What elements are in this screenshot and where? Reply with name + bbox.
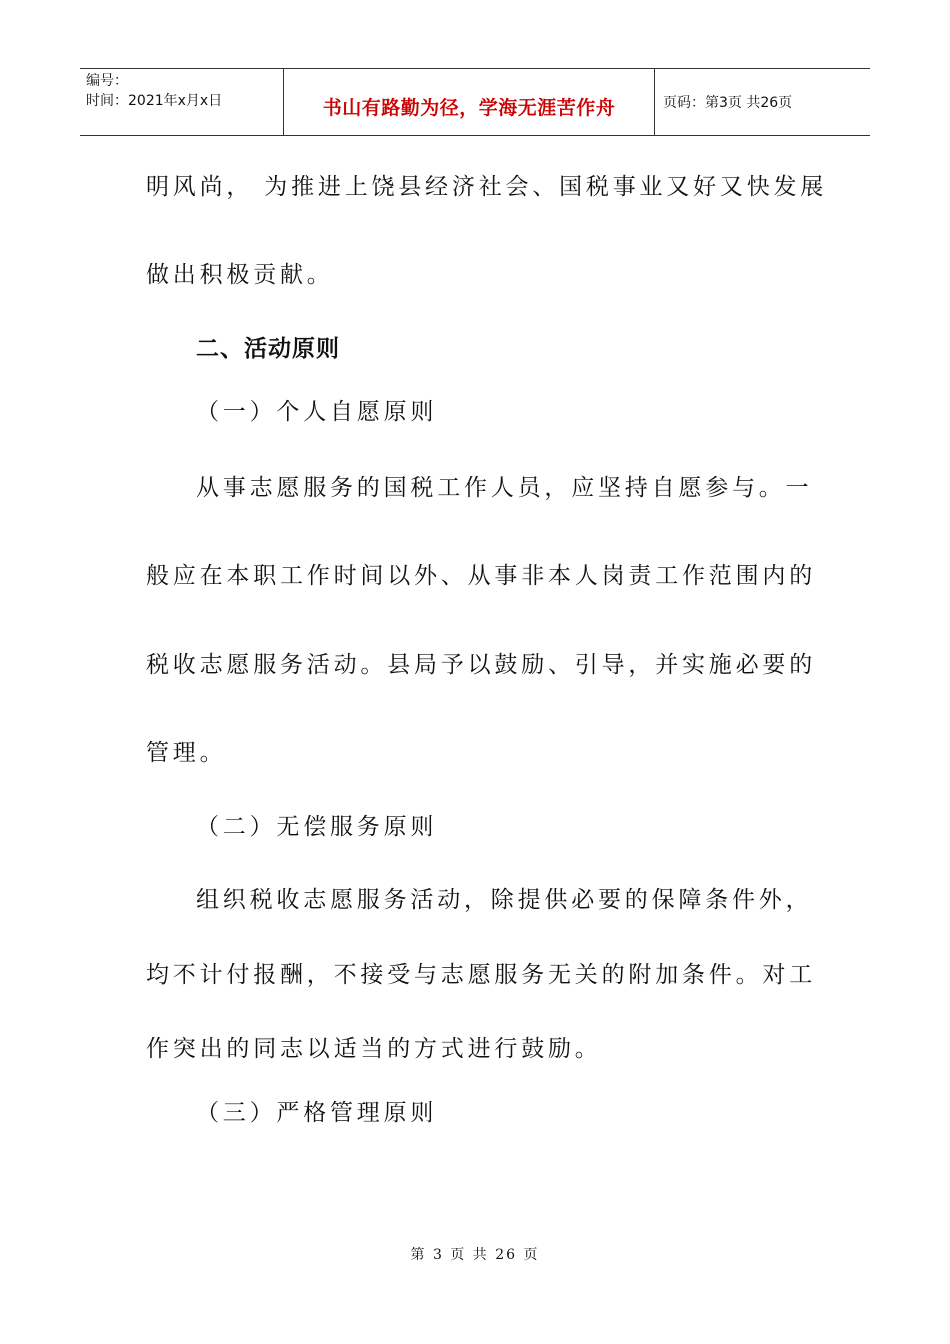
body-line: 均不计付报酬，不接受与志愿服务无关的附加条件。对工 [146, 962, 816, 988]
page-footer: 第 3 页 共 26 页 [410, 1247, 540, 1263]
body-line: 税收志愿服务活动。县局予以鼓励、引导，并实施必要的 [146, 652, 816, 678]
page-header [80, 68, 870, 136]
body-line: 组织税收志愿服务活动，除提供必要的保障条件外， [196, 887, 813, 913]
body-line: 作突出的同志以适当的方式进行鼓励。 [146, 1036, 602, 1062]
body-line: 做出积极贡献。 [146, 262, 334, 288]
subsection-heading: （二）无偿服务原则 [196, 814, 438, 840]
body-line: 明风尚， 为推进上饶县经济社会、国税事业又好又快发展 [146, 174, 828, 200]
header-page-info: 页码：第3页 共26页 [663, 95, 793, 111]
section-heading: 二、活动原则 [196, 336, 340, 362]
header-motto: 书山有路勤为径，学海无涯苦作舟 [283, 69, 655, 135]
subsection-heading: （一）个人自愿原则 [196, 399, 438, 425]
body-line: 从事志愿服务的国税工作人员，应坚持自愿参与。一 [196, 475, 813, 501]
doc-time-label: 时间：2021年x月x日 [86, 93, 223, 109]
doc-number-label: 编号： [86, 73, 128, 89]
body-line: 管理。 [146, 740, 227, 766]
body-line: 般应在本职工作时间以外、从事非本人岗责工作范围内的 [146, 563, 816, 589]
header-meta [80, 69, 283, 135]
subsection-heading: （三）严格管理原则 [196, 1100, 438, 1126]
